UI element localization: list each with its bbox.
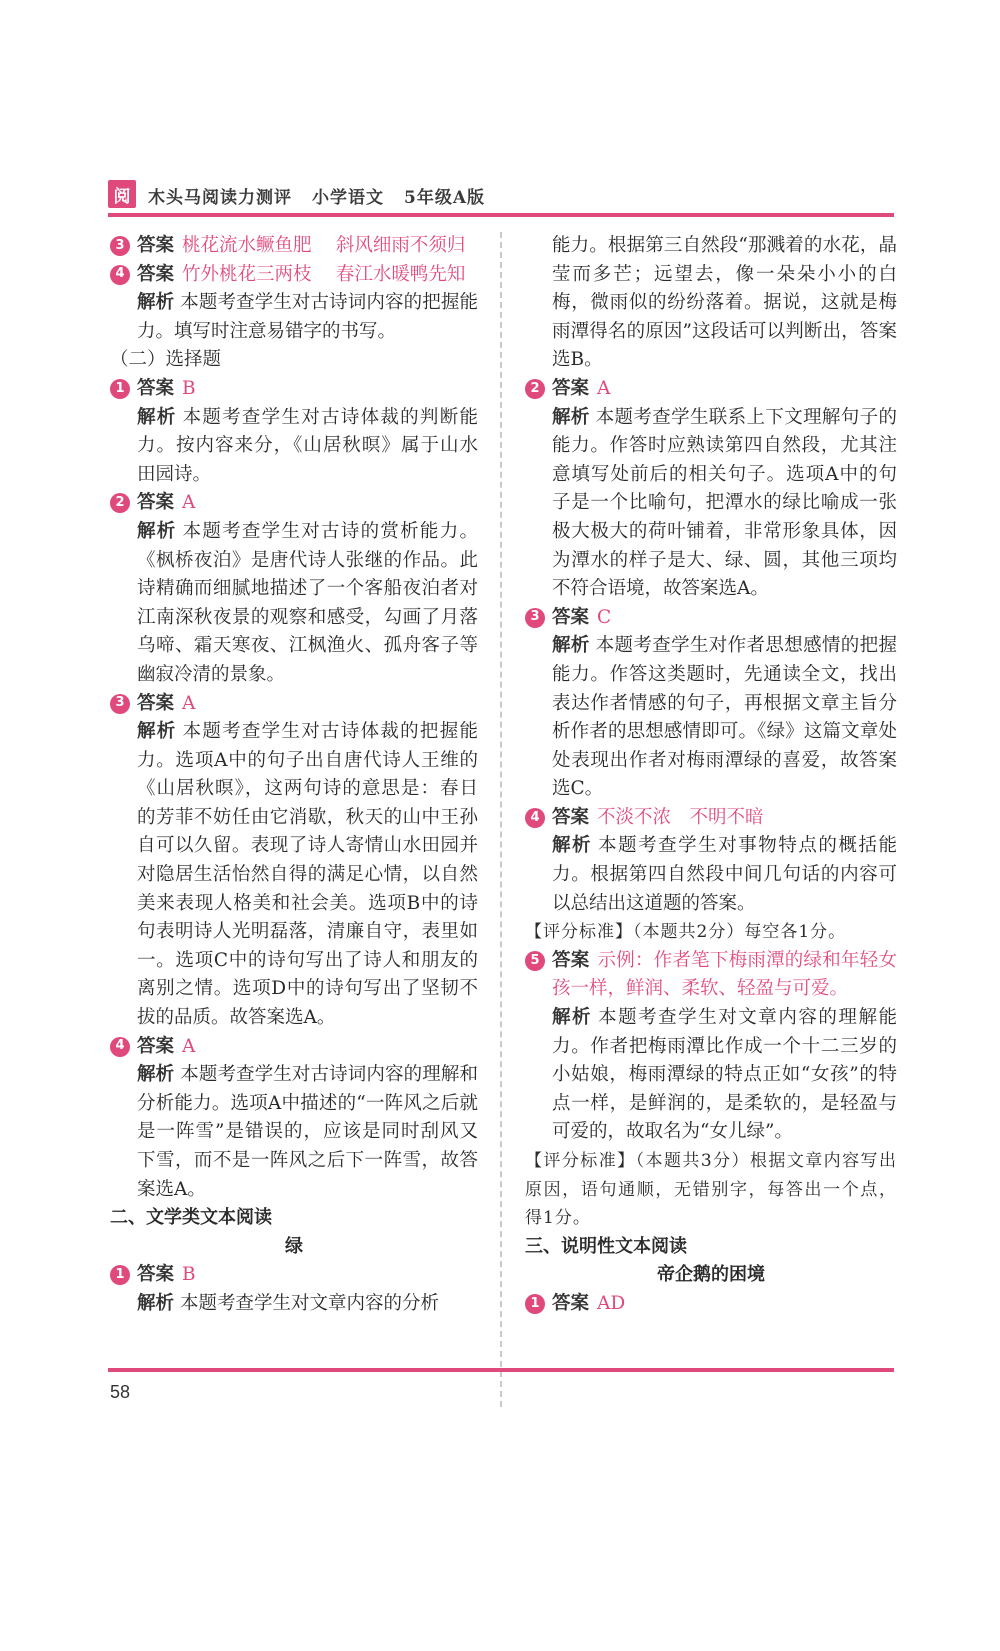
analysis	[110, 1290, 478, 1319]
analysis-text: 本题考查学生对古诗词内容的把握能力。填写时注意易错字的书写。	[137, 292, 478, 342]
scoring-standard: 【评分标准】（本题共3分）根据文章内容写出原因，语句通顺，无错别字，每答出一个点，得1分。	[525, 1151, 897, 1229]
answer-line	[552, 1290, 625, 1319]
article-title: 帝企鹅的困境	[657, 1264, 765, 1286]
analysis-text: 本题考查学生对文章内容的分析	[180, 1292, 440, 1314]
answer-value: C	[597, 606, 612, 628]
analysis-text: 本题考查学生对古诗词内容的理解和分析能力。选项A中描述的“一阵风之后就是一阵雪”是错误的，应该是同时刮风又下雪，而不是一阵风之后下一阵雪，故答案选A。	[137, 1064, 478, 1200]
analysis-label: 解析	[137, 721, 177, 743]
answer-line	[552, 947, 897, 1004]
column-divider	[500, 232, 502, 1407]
answer-label: 答案	[137, 377, 175, 399]
analysis-text: 本题考查学生对文章内容的理解能力。作者把梅雨潭比作成一个十二三岁的小姑娘，梅雨潭绿的特点正如“女孩”的特点一样，是鲜润的，是柔软的，是轻盈与可爱的，故取名为“女儿绿”。	[552, 1007, 897, 1143]
answer-label: 答案	[137, 235, 175, 256]
analysis-label: 解析	[552, 635, 590, 657]
answer-value: 斜风细雨不须归	[335, 235, 466, 256]
answer-item	[525, 804, 897, 833]
scoring-standard: 【评分标准】（本题共2分）每空各1分。	[525, 922, 847, 943]
answer-line	[137, 1033, 195, 1062]
analysis-text: 本题考查学生对古诗体裁的判断能力。按内容来分，《山居秋暝》属于山水田园诗。	[137, 406, 478, 485]
answer-item	[110, 489, 478, 518]
analysis-label: 解析	[552, 835, 593, 857]
answer-item	[110, 1033, 478, 1062]
page-header	[108, 180, 894, 214]
answer-item	[110, 232, 478, 261]
answer-item	[525, 1290, 897, 1319]
answer-label: 答案	[552, 606, 590, 628]
answer-line	[137, 375, 196, 404]
analysis	[110, 404, 478, 490]
answer-label: 答案	[137, 1035, 175, 1057]
analysis-label: 解析	[137, 1292, 175, 1314]
answer-line	[137, 1261, 196, 1290]
answer-value: AD	[597, 1292, 626, 1314]
read-logo-icon: 阅	[108, 180, 136, 208]
section-subtitle: （二）选择题	[110, 349, 222, 371]
answer-line	[137, 232, 465, 261]
analysis	[110, 289, 478, 346]
analysis-label: 解析	[137, 520, 177, 542]
analysis	[525, 404, 897, 604]
answer-label: 答案	[137, 692, 175, 714]
analysis	[110, 518, 478, 690]
analysis-text: 本题考查学生对作者思想感情的把握能力。作答这类题时，先通读全文，找出表达作者情感的句子，再根据文章主旨分析作者的思想感情即可。《绿》这篇文章处处表现出作者对梅雨潭绿的喜爱，故答案选C。	[552, 635, 897, 800]
analysis-text: 本题考查学生对古诗的赏析能力。《枫桥夜泊》是唐代诗人张继的作品。此诗精确而细腻地描述了一个客船夜泊者对江南深秋夜景的观察和感受，勾画了月落乌啼、霜天寒夜、江枫渔火、孤舟客子等幽寂冷清的景象。	[137, 520, 478, 685]
answer-value: A	[182, 692, 196, 714]
analysis-label: 解析	[552, 406, 590, 428]
analysis-label: 解析	[552, 1007, 593, 1029]
question-number: 1	[110, 1265, 130, 1285]
left-column	[110, 232, 478, 1319]
answer-value: A	[597, 377, 611, 399]
question-number: 3	[110, 694, 130, 714]
question-number: 4	[110, 1037, 130, 1057]
answer-label: 答案	[552, 949, 590, 971]
right-column	[525, 232, 897, 1319]
question-number: 1	[110, 379, 130, 399]
answer-value: 不明不暗	[689, 806, 764, 828]
answer-value: B	[182, 1264, 196, 1286]
analysis	[525, 1004, 897, 1147]
answer-line	[552, 804, 764, 833]
analysis-text: 本题考查学生联系上下文理解句子的能力。作答时应熟读第四自然段，尤其注意填写处前后的相关句子。选项A中的句子是一个比喻句，把潭水的绿比喻成一张极大极大的荷叶铺着，非常形象具体，因为潭水的样子是大、绿、圆，其他三项均不符合语境，故答案选A。	[552, 406, 897, 600]
section-heading: 三、说明性文本阅读	[525, 1235, 687, 1257]
answer-item	[525, 947, 897, 1004]
question-number: 4	[110, 265, 130, 285]
analysis	[110, 1061, 478, 1204]
question-number: 3	[525, 608, 545, 628]
answer-line	[552, 375, 610, 404]
answer-item	[110, 690, 478, 719]
answer-value: 竹外桃花三两枝	[182, 263, 312, 285]
analysis-continued: 能力。根据第三自然段“那溅着的水花，晶莹而多芒；远望去，像一朵朵小小的白梅，微雨似的纷纷落着。据说，这就是梅雨潭得名的原因”这段话可以判断出，答案选B。	[552, 235, 897, 371]
analysis	[525, 632, 897, 804]
answer-item	[110, 375, 478, 404]
answer-line	[137, 261, 465, 290]
article-title: 绿	[285, 1235, 303, 1257]
answer-item	[110, 1261, 478, 1290]
answer-line	[552, 604, 611, 633]
subject-name: 小学语文	[312, 188, 384, 208]
book-name: 木头马阅读力测评	[148, 188, 292, 208]
question-number: 3	[110, 236, 130, 256]
answer-value: B	[182, 377, 196, 399]
analysis	[525, 832, 897, 918]
question-number: 1	[525, 1294, 545, 1314]
answer-item	[525, 604, 897, 633]
answer-line	[137, 489, 195, 518]
answer-value: A	[182, 1035, 196, 1057]
analysis-label: 解析	[137, 406, 177, 428]
question-number: 4	[525, 808, 545, 828]
analysis-text: 本题考查学生对古诗体裁的把握能力。选项A中的句子出自唐代诗人王维的《山居秋暝》，这两句诗的意思是：春日的芳菲不妨任由它消歇，秋天的山中王孙自可以久留。表现了诗人寄情山水田园并对隐居生活怡然自得的满足心情，以自然美来表现人格美和社会美。选项B中的诗句表明诗人光明磊落，清廉自守，表里如一。选项C中的诗句写出了诗人和朋友的离别之情。选项D中的诗句写出了坚韧不拔的品质。故答案选A。	[137, 721, 478, 1029]
answer-label: 答案	[552, 806, 590, 828]
analysis-label: 解析	[137, 292, 175, 314]
answer-item	[110, 261, 478, 290]
answer-value: 不淡不浓	[597, 806, 672, 828]
header-title	[148, 183, 505, 208]
analysis	[110, 718, 478, 1033]
answer-label: 答案	[137, 1264, 175, 1286]
answer-value: 示例：作者笔下梅雨潭的绿和年轻女孩一样，鲜润、柔软、轻盈与可爱。	[552, 949, 897, 1000]
answer-label: 答案	[137, 263, 175, 285]
answer-value: 春江水暖鸭先知	[335, 263, 466, 285]
section-heading: 二、文学类文本阅读	[110, 1207, 272, 1229]
answer-value: A	[182, 492, 196, 514]
question-number: 5	[525, 951, 545, 971]
answer-value: 桃花流水鳜鱼肥	[182, 235, 312, 256]
answer-label: 答案	[137, 492, 175, 514]
answer-line	[137, 690, 195, 719]
footer-rule	[108, 1368, 894, 1372]
question-number: 2	[525, 379, 545, 399]
analysis-text: 本题考查学生对事物特点的概括能力。根据第四自然段中间几句话的内容可以总结出这道题的答案。	[552, 835, 897, 914]
analysis-label: 解析	[137, 1064, 175, 1086]
question-number: 2	[110, 493, 130, 513]
grade-name: 5年级A版	[404, 188, 486, 208]
answer-item	[525, 375, 897, 404]
header-rule	[108, 213, 894, 217]
answer-label: 答案	[552, 1292, 590, 1314]
page-number: 58	[110, 1382, 131, 1402]
answer-label: 答案	[552, 377, 590, 399]
